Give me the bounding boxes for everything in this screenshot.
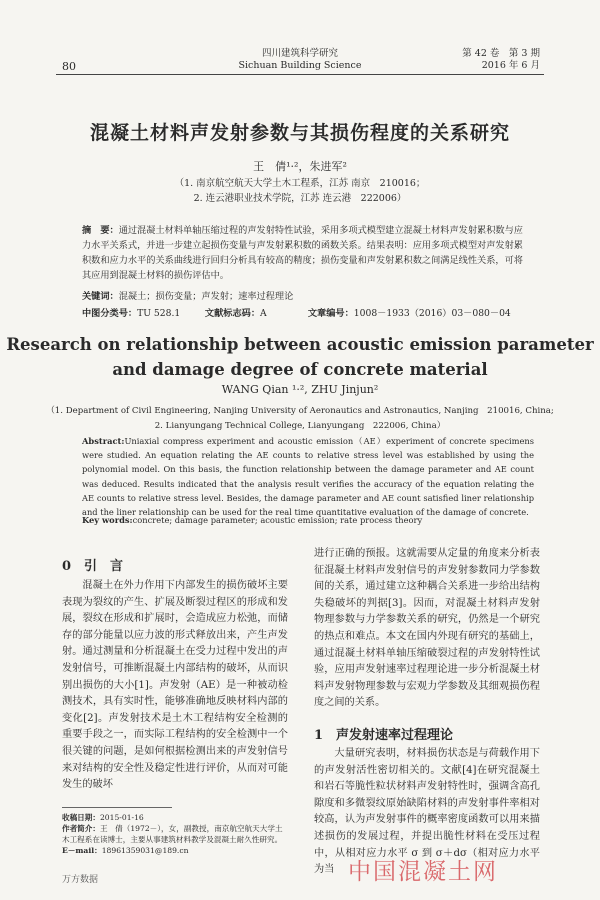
- section-heading-intro: 0 引 言: [62, 559, 124, 574]
- article-number: 文章编号：1008－1933（2016）03－080－04: [307, 308, 511, 319]
- title-en-line-2: and damage degree of concrete material: [112, 360, 488, 379]
- paper-title-cn: 混凝土材料声发射参数与其损伤程度的关系研究: [89, 122, 510, 144]
- document-code: 文献标志码：A: [204, 308, 267, 319]
- footnote: [62, 812, 288, 856]
- keywords-en-label: Key words:: [82, 515, 133, 525]
- keywords-cn: [82, 288, 532, 302]
- issue-date: 2016 年 6 月: [481, 60, 540, 71]
- abstract-cn-text: 通过混凝土材料单轴压缩过程的声发射特性试验，采用多项式模型建立混凝土材料声发射累积数与应力水平关系式，并进一步建立起损伤变量与声发射累积数的函数关系。结果表明：应用多项式模型对声发射累积数和应力水平的关系曲线进行回归分析具有较高的精度；损伤变量和声发射累积数之间满足线性关系，可将其应用到混凝土材料的损伤评估中。: [82, 225, 523, 281]
- keywords-en: [82, 515, 534, 525]
- abstract-en-label: Abstract:: [82, 436, 125, 446]
- abstract-cn-label: 摘 要：: [82, 225, 119, 236]
- site-watermark: 中国混凝土网: [348, 859, 498, 885]
- abstract-en-text: Uniaxial compress experiment and acoustic emission（AE）experiment of concrete specimens were studied. An equation relating the AE counts to relative stress level was established by using the polynomial model. On this basis, the function relationship between the damage parameter and AE count was deduced. Results indicated that the analysis result verifies the accuracy of the equation relating the AE counts to relative stress level. Besides, the damage parameter and AE count satisfied liner relationship and the liner relationship can be used for the real time quantitative evaluation of the damage of concrete.: [82, 436, 534, 518]
- abstract-en: [82, 434, 534, 519]
- affiliation-cn-1: （1. 南京航空航天大学土木工程系，江苏 南京 210016；: [174, 178, 426, 189]
- affiliation-en-2: 2. Lianyungang Technical College, Lianyungang 222006, China）: [154, 421, 446, 431]
- paper-title-en: [0, 332, 600, 382]
- issue-info: [462, 48, 540, 72]
- abstract-cn: [82, 223, 532, 283]
- page-number: 80: [62, 60, 76, 73]
- source-label: 万方数据: [62, 875, 99, 885]
- section-1-paragraph: 大量研究表明，材料损伤状态是与荷载作用下的声发射活性密切相关的。文献[4]在研究混凝土和岩石等脆性粒状材料声发射特性时，强调含高孔隙度和多微裂纹原始缺陷材料的声发射事件率相对较高，认为声发射事件的概率密度函数可以用来描述损伤的发展过程，并提出脆性材料在受压过程中，从相对应力水平 σ 到 σ＋dσ（相对应力水平为当: [314, 748, 540, 876]
- volume-issue: 第 42 卷 第 3 期: [462, 48, 540, 59]
- classification-line: [82, 305, 532, 319]
- affiliation-en-1: （1. Department of Civil Engineering, Nanjing University of Aeronautics and Astronautics, Nanjing 210016, China;: [46, 406, 554, 416]
- keywords-cn-label: 关键词：: [82, 291, 119, 302]
- section-heading-1: 1 声发射速率过程理论: [314, 728, 454, 743]
- affiliation-cn-2: 2. 连云港职业技术学院，江苏 连云港 222006）: [193, 193, 407, 204]
- header-rule: [56, 74, 544, 75]
- author-email: E－mail：18961359031@189.cn: [62, 846, 189, 855]
- intro-paragraph: 混凝土在外力作用下内部发生的损伤破坏主要表现为裂纹的产生、扩展及断裂过程区的形成和发展，裂纹在形成和扩展时，会造成应力松弛，而储存的部分能量以应力波的形式释放出来，产生声发射。通过测量和分析混凝土在受力过程中发出的声发射信号，可推断混凝土内部结构的破坏，从而识别出损伤的大小[1]。声发射（AE）是一种被动检测技术，具有实时性，能够准确地反映材料内部的变化[2]。声发射技术是土木工程结构安全检测的重要手段之一，而实际工程结构的安全检测中一个很关键的问题，是如何根据检测出来的声发射信号来对结构的安全性及稳定性进行评价，从而对可能发生的破坏: [62, 580, 288, 791]
- journal-name-cn: 四川建筑科学研究: [261, 48, 338, 59]
- author-bio: 作者简介：王 倩（1972－），女，副教授，南京航空航天大学土木工程系在读博士，主要从事建筑材料教学及混凝土耐久性研究。: [62, 824, 283, 844]
- keywords-cn-text: 混凝土；损伤变量；声发射；速率过程理论: [118, 291, 294, 302]
- affiliations-en: [0, 404, 600, 434]
- footnote-rule: [62, 807, 172, 808]
- authors-cn: 王 倩¹·²，朱进军²: [253, 160, 347, 173]
- clc-number: 中图分类号：TU 528.1: [82, 308, 181, 319]
- authors-en: WANG Qian ¹·², ZHU Jinjun²: [221, 383, 379, 396]
- journal-name-en: Sichuan Building Science: [238, 60, 362, 71]
- affiliations-cn: [0, 176, 600, 206]
- intro-continuation: 进行正确的预报。这就需要从定量的角度来分析表征混凝土材料声发射信号的声发射参数同力学参数间的关系，通过建立这种耦合关系进一步给出结构失稳破坏的判据[3]。因而，对混凝土材料声发射物理参数与力学参数关系的研究，仍然是一个研究的热点和难点。本文在国内外现有研究的基础上，通过混凝土材料单轴压缩破裂过程的声发射特性试验，应用声发射速率过程理论进一步分析混凝土材料声发射物理参数与宏观力学参数及其细观损伤程度之间的关系。: [314, 548, 540, 709]
- title-en-line-1: Research on relationship between acoustic emission parameter: [6, 335, 594, 354]
- received-date: 收稿日期：2015-01-16: [62, 813, 144, 822]
- keywords-en-text: concrete; damage parameter; acoustic emission; rate process theory: [132, 515, 423, 525]
